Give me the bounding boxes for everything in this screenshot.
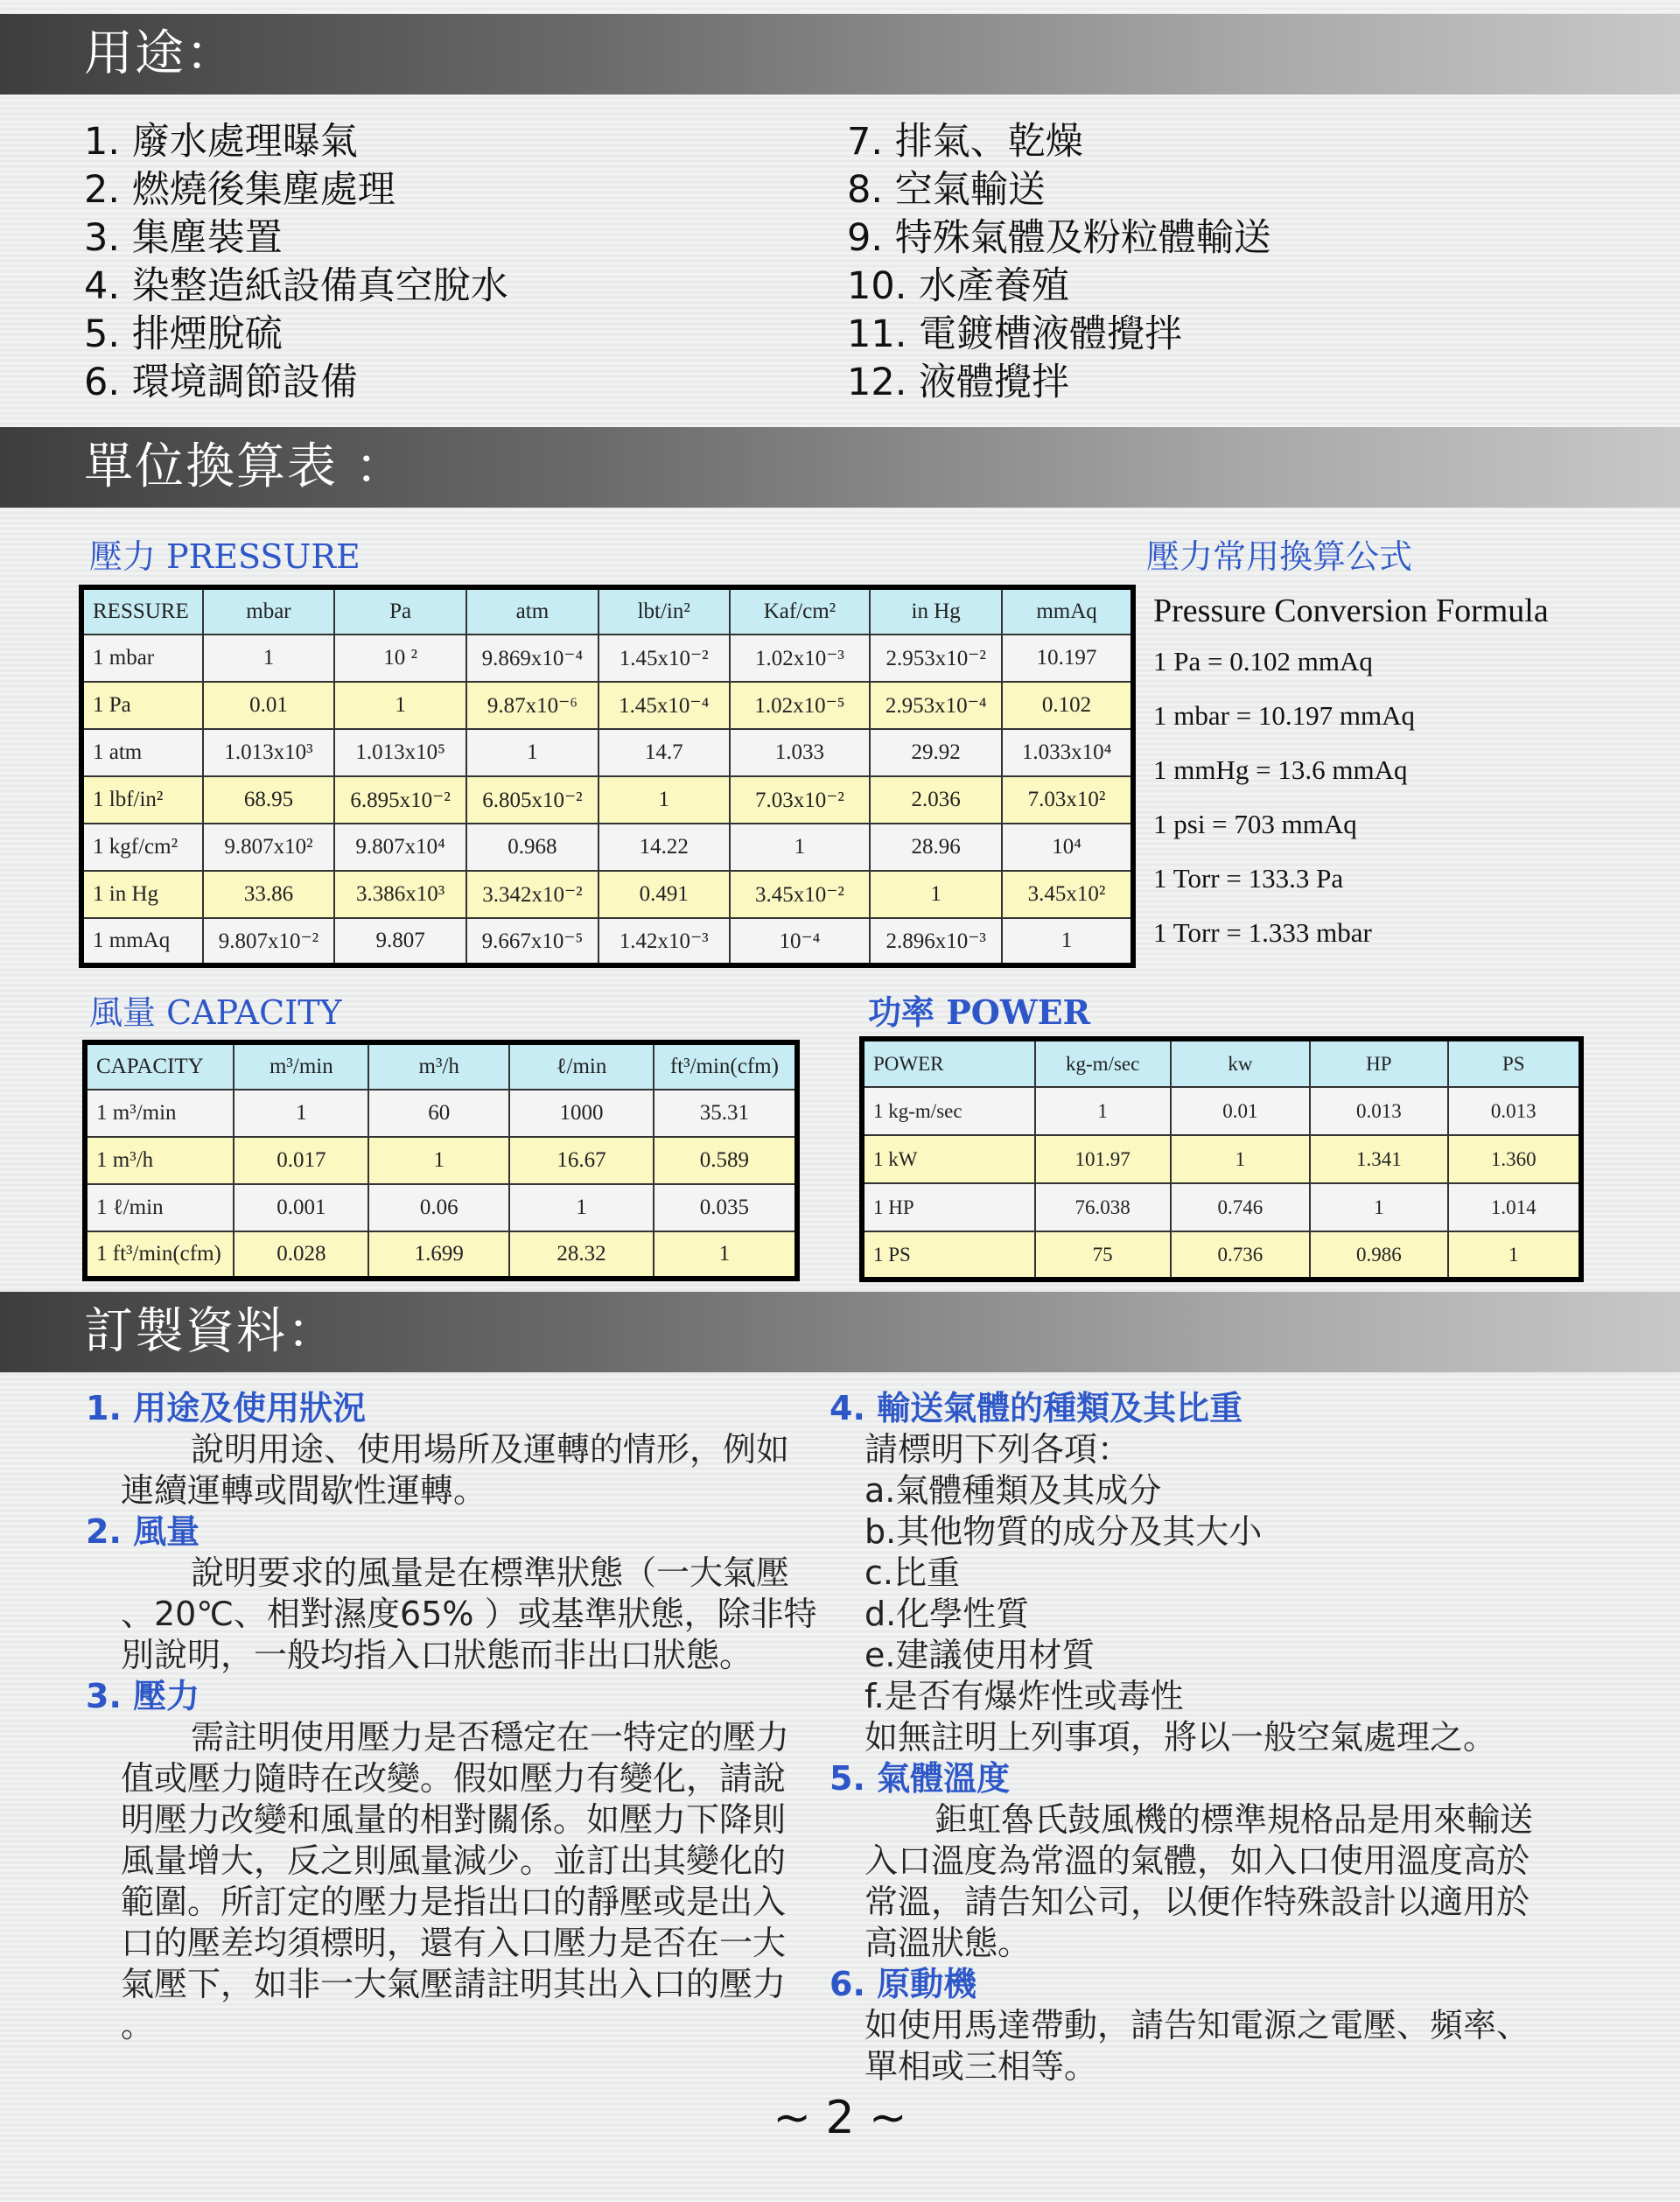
formula-line: 1 mbar = 10.197 mmAq [1153,700,1416,731]
table-cell: 10.197 [1002,635,1133,682]
table-cell: 1 [1171,1135,1310,1183]
table-header-cell: Kaf/cm² [730,587,871,635]
table-cell: 35.31 [654,1090,797,1137]
table-cell: 1.013x10⁵ [334,729,466,776]
table-cell: 1 [1002,918,1133,965]
pressure-table [79,585,1136,968]
table-row [862,1087,1581,1135]
table-cell: 1 ℓ/min [85,1184,234,1231]
table-cell: 6.805x10⁻² [466,776,598,824]
table-cell: 1 kW [862,1135,1035,1183]
formula-heading: Pressure Conversion Formula [1153,593,1549,629]
formula-block [1153,592,1549,971]
table-row [81,776,1133,824]
table-row [81,682,1133,729]
table-row [81,635,1133,682]
uses-item: 6. 環境調節設備 [84,361,358,404]
table-row [81,871,1133,918]
order-line: 口的壓差均須標明，還有入口壓力是否在一大 [121,1924,787,1962]
table-cell: 1 [1448,1231,1581,1280]
table-cell: 1.033x10⁴ [1002,729,1133,776]
uses-item: 7. 排氣、乾燥 [847,120,1083,164]
order-line: 如使用馬達帶動，請告知電源之電壓、頻率、 [864,2006,1530,2044]
table-cell: 0.028 [234,1231,368,1279]
table-cell: 3.386x10³ [334,871,466,918]
uses-list-left [84,118,508,407]
order-line: 氣壓下，如非一大氣壓請註明其出入口的壓力 [121,1965,787,2003]
table-header-cell: POWER [862,1039,1035,1087]
table-cell: 1000 [509,1090,654,1137]
order-heading: 6. 原動機 [830,1965,977,2003]
order-line: 。 [121,2006,155,2044]
table-cell: 0.001 [234,1184,368,1231]
section-header-units [0,427,1680,508]
table-header-cell: ft³/min(cfm) [654,1042,797,1090]
table-cell: 7.03x10² [1002,776,1133,824]
formula-title: 壓力常用換算公式 [1146,537,1413,576]
table-cell: 9.87x10⁻⁶ [466,682,598,729]
table-cell: 3.45x10⁻² [730,871,871,918]
uses-item: 10. 水產養殖 [847,264,1070,308]
uses-item: 2. 燃燒後集塵處理 [84,168,396,212]
table-cell: 1 HP [862,1183,1035,1231]
uses-item: 1. 廢水處理曝氣 [84,120,358,164]
order-line: 說明用途、使用場所及運轉的情形，例如 [191,1430,790,1469]
section-title-order: 訂製資料： [84,1303,338,1360]
uses-item: 12. 液體攪拌 [847,361,1070,404]
table-row [85,1184,797,1231]
table-row [85,1090,797,1137]
order-line: 請標明下列各項： [864,1430,1131,1469]
power-table [859,1036,1584,1282]
uses-item: 8. 空氣輸送 [847,168,1046,212]
table-cell: 101.97 [1035,1135,1171,1183]
table-cell: 1 [234,1090,368,1137]
table-cell: 2.953x10⁻⁴ [870,682,1002,729]
table-cell: 1 [730,824,871,871]
table-cell: 1 kg-m/sec [862,1087,1035,1135]
table-header-cell: PS [1448,1039,1581,1087]
table-cell: 1 m³/min [85,1090,234,1137]
table-cell: 14.7 [598,729,730,776]
order-line: 需註明使用壓力是否穩定在一特定的壓力 [191,1718,790,1757]
table-cell: 10⁴ [1002,824,1133,871]
table-cell: 0.013 [1448,1087,1581,1135]
table-cell: 33.86 [203,871,335,918]
table-cell: 0.06 [368,1184,509,1231]
table-cell: 1.02x10⁻³ [730,635,871,682]
table-cell: 1 ft³/min(cfm) [85,1231,234,1279]
uses-item: 3. 集塵裝置 [84,216,283,260]
order-heading: 4. 輸送氣體的種類及其比重 [830,1389,1243,1427]
table-header-cell: m³/h [368,1042,509,1090]
order-line: 明壓力改變和風量的相對關係。如壓力下降則 [121,1800,787,1839]
table-header-cell: atm [466,587,598,635]
order-line: 單相或三相等。 [864,2047,1098,2086]
table-cell: 0.035 [654,1184,797,1231]
table-header-cell: ℓ/min [509,1042,654,1090]
table-cell: 1 PS [862,1231,1035,1280]
table-header-row [81,587,1133,635]
table-cell: 1 Pa [81,682,203,729]
table-cell: 3.45x10² [1002,871,1133,918]
table-cell: 9.807x10⁴ [334,824,466,871]
table-cell: 0.491 [598,871,730,918]
table-cell: 1 kgf/cm² [81,824,203,871]
table-cell: 1 m³/h [85,1137,234,1184]
power-title: 功率 POWER [868,992,1091,1032]
table-header-cell: mmAq [1002,587,1133,635]
table-header-cell: kg-m/sec [1035,1039,1171,1087]
order-heading: 1. 用途及使用狀況 [86,1389,367,1427]
table-cell: 9.667x10⁻⁵ [466,918,598,965]
table-cell: 9.807x10² [203,824,335,871]
table-cell: 1 [1035,1087,1171,1135]
table-header-cell: HP [1310,1039,1448,1087]
order-line: 鉅虹魯氏鼓風機的標準規格品是用來輸送 [934,1800,1534,1839]
table-cell: 9.807 [334,918,466,965]
capacity-title: 風量 CAPACITY [89,993,342,1032]
table-header-cell: in Hg [870,587,1002,635]
table-cell: 75 [1035,1231,1171,1280]
table-cell: 1.033 [730,729,871,776]
table-cell: 1.013x10³ [203,729,335,776]
table-cell: 1.360 [1448,1135,1581,1183]
uses-list-right [847,118,1271,407]
table-cell: 28.32 [509,1231,654,1279]
table-header-cell: Pa [334,587,466,635]
formula-line: 1 Pa = 0.102 mmAq [1153,646,1373,677]
table-header-cell: CAPACITY [85,1042,234,1090]
section-header-order [0,1292,1680,1372]
table-cell: 14.22 [598,824,730,871]
table-cell: 2.036 [870,776,1002,824]
table-header-cell: kw [1171,1039,1310,1087]
table-cell: 0.986 [1310,1231,1448,1280]
table-cell: 10⁻⁴ [730,918,871,965]
table-header-cell: mbar [203,587,335,635]
section-title-units: 單位換算表 ： [84,438,406,495]
table-cell: 1 [203,635,335,682]
formula-line: 1 Torr = 133.3 Pa [1153,863,1344,894]
table-cell: 9.869x10⁻⁴ [466,635,598,682]
page-number: ~ 2 ~ [773,2092,907,2144]
table-header-row [862,1039,1581,1087]
order-line: e.建議使用材質 [864,1636,1096,1674]
table-cell: 1.45x10⁻² [598,635,730,682]
order-line: d.化學性質 [864,1595,1030,1633]
table-cell: 9.807x10⁻² [203,918,335,965]
table-cell: 60 [368,1090,509,1137]
table-cell: 1 [654,1231,797,1279]
capacity-table [82,1040,800,1281]
table-cell: 1 in Hg [81,871,203,918]
uses-item: 11. 電鍍槽液體攪拌 [847,312,1183,356]
table-cell: 0.589 [654,1137,797,1184]
table-cell: 0.017 [234,1137,368,1184]
table-row [862,1183,1581,1231]
table-cell: 29.92 [870,729,1002,776]
table-cell: 0.968 [466,824,598,871]
order-line: 入口溫度為常溫的氣體，如入口使用溫度高於 [864,1841,1530,1880]
table-cell: 1 atm [81,729,203,776]
order-info-right [830,1388,1617,2087]
order-line: 、20℃、相對濕度65% ）或基準狀態，除非特 [121,1595,817,1633]
pressure-title: 壓力 PRESSURE [89,537,360,576]
order-line: 別說明，一般均指入口狀態而非出口狀態。 [121,1636,753,1674]
uses-item: 5. 排煙脫硫 [84,312,283,356]
order-line: 風量增大，反之則風量減少。並訂出其變化的 [121,1841,787,1880]
table-row [85,1231,797,1279]
order-line: 高溫狀態。 [864,1924,1032,1962]
table-cell: 1 [509,1184,654,1231]
table-cell: 1 [598,776,730,824]
table-cell: 7.03x10⁻² [730,776,871,824]
table-cell: 76.038 [1035,1183,1171,1231]
table-cell: 1.42x10⁻³ [598,918,730,965]
table-header-cell: m³/min [234,1042,368,1090]
table-cell: 1.02x10⁻⁵ [730,682,871,729]
table-row [81,729,1133,776]
table-row [862,1135,1581,1183]
table-row [862,1231,1581,1280]
table-header-row [85,1042,797,1090]
table-header-cell: RESSURE [81,587,203,635]
table-cell: 10 ² [334,635,466,682]
formula-line: 1 Torr = 1.333 mbar [1153,917,1372,948]
table-cell: 1.341 [1310,1135,1448,1183]
table-cell: 1 [334,682,466,729]
table-cell: 6.895x10⁻² [334,776,466,824]
table-cell: 1 mmAq [81,918,203,965]
order-heading: 3. 壓力 [86,1677,200,1715]
table-cell: 28.96 [870,824,1002,871]
order-line: 常溫，請告知公司，以便作特殊設計以適用於 [864,1883,1530,1921]
table-cell: 0.102 [1002,682,1133,729]
table-cell: 2.896x10⁻³ [870,918,1002,965]
table-cell: 0.01 [1171,1087,1310,1135]
order-line: 說明要求的風量是在標準狀態（一大氣壓 [191,1553,790,1592]
table-cell: 0.01 [203,682,335,729]
table-cell: 16.67 [509,1137,654,1184]
table-cell: 1 [368,1137,509,1184]
order-info-left [86,1388,838,2046]
table-cell: 1 [870,871,1002,918]
table-cell: 1 mbar [81,635,203,682]
formula-line: 1 mmHg = 13.6 mmAq [1153,754,1408,785]
table-row [81,918,1133,965]
uses-item: 9. 特殊氣體及粉粒體輸送 [847,216,1271,260]
table-row [81,824,1133,871]
order-line: a.氣體種類及其成分 [864,1471,1162,1510]
uses-item: 4. 染整造紙設備真空脫水 [84,264,508,308]
table-cell: 0.736 [1171,1231,1310,1280]
order-line: 連續運轉或間歇性運轉。 [121,1471,487,1510]
table-cell: 1.699 [368,1231,509,1279]
table-row [85,1137,797,1184]
table-cell: 1 [1310,1183,1448,1231]
table-cell: 0.013 [1310,1087,1448,1135]
table-cell: 68.95 [203,776,335,824]
order-line: 值或壓力隨時在改變。假如壓力有變化，請說 [121,1759,787,1798]
order-line: 範圍。所訂定的壓力是指出口的靜壓或是出入 [121,1883,787,1921]
formula-line: 1 psi = 703 mmAq [1153,809,1357,839]
order-heading: 2. 風量 [86,1512,200,1551]
order-line: 如無註明上列事項，將以一般空氣處理之。 [864,1718,1497,1757]
table-cell: 1.45x10⁻⁴ [598,682,730,729]
section-header-uses [0,14,1680,95]
section-title-uses: 用途： [84,25,236,82]
table-cell: 2.953x10⁻² [870,635,1002,682]
table-cell: 0.746 [1171,1183,1310,1231]
table-cell: 1.014 [1448,1183,1581,1231]
order-line: c.比重 [864,1553,960,1592]
order-line: f.是否有爆炸性或毒性 [864,1677,1184,1715]
order-heading: 5. 氣體溫度 [830,1759,1011,1798]
table-cell: 1 lbf/in² [81,776,203,824]
table-cell: 1 [466,729,598,776]
order-line: b.其他物質的成分及其大小 [864,1512,1263,1551]
table-header-cell: lbt/in² [598,587,730,635]
table-cell: 3.342x10⁻² [466,871,598,918]
